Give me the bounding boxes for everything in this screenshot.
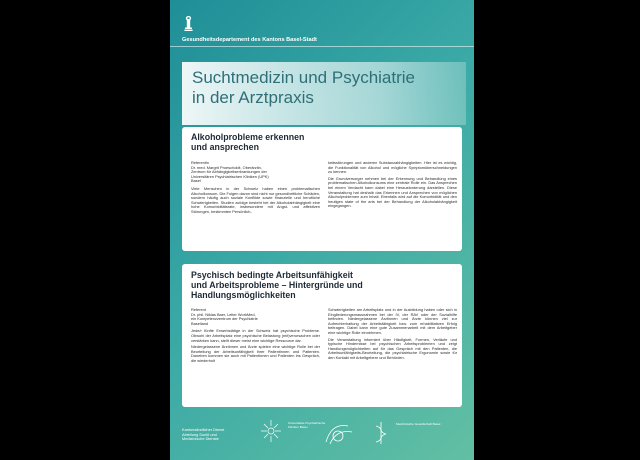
card-column-left	[191, 161, 320, 217]
upk-logo-text: Universitäre Psychiatrische Kliniken Basel	[288, 421, 326, 429]
header-divider	[170, 46, 474, 47]
event-card-alkohol	[182, 127, 462, 251]
poster	[170, 0, 474, 460]
event-card-arbeit	[182, 264, 462, 407]
body-paragraph: Viele Menschen in der Schweiz haben einen problematischen Alkoholkonsum. Die Folgen davon sind nicht nur gesundheitliche Schäden, sondern häufig auch soziale Konflikte sowie finanzielle und berufliche Schwierigkeiten. Studien zufolge besteht bei der Alkoholabhängigkeit eine hohe Komorbiditätsrate, insbesondere mit Angst- und affektiven Störungen, bestimmten Persönlich-	[191, 185, 320, 214]
speaker-name: Dr. med. Margrit Proescholdt, Oberärztin,	[191, 164, 262, 170]
card-title-line: und Arbeitsprobleme – Hintergründe und	[191, 280, 363, 290]
speaker-affiliation: Zentrum für Abhängigkeitserkrankungen der	[191, 169, 267, 175]
title-line-1: Suchtmedizin und Psychiatrie	[192, 68, 416, 87]
speaker-affiliation: Baselland	[191, 320, 209, 326]
card-title	[191, 270, 453, 300]
organizer-line: Abteilung Sucht und	[182, 431, 217, 437]
card-title-line: Handlungsmöglichkeiten	[191, 290, 296, 300]
body-paragraph: Die Veranstaltung informiert über Häufigkeit, Formen, Verläufe und typische Hindernisse bei psychischen Arbeitsproblemen und zeigt Handlungsmöglichkeiten auf für das Gespräch mit den Patienten, die Arbeitsunfähigkeits-Beurteilung, die psychiatrische Ergonomie sowie für den Kontakt mit Arbeitgebern und Behörden.	[328, 336, 457, 360]
department-name: Gesundheitsdepartement des Kantons Basel-Stadt	[182, 37, 317, 43]
card-title-line: und ansprechen	[191, 142, 259, 152]
card-title-line: Psychisch bedingte Arbeitsunfähigkeit	[191, 270, 353, 280]
organizer-line: Medizinische Dienste	[182, 436, 219, 442]
organizer-name	[182, 428, 224, 442]
body-paragraph: Schwierigkeiten am Arbeitsplatz und in der Ausbildung haben oder sich in Eingliederungsmassnahmen bei der IV, der RAV oder der Sozialhilfe befinden. Niedergelassene Ärztinnen und Ärzte können viel zur Aufrechterhaltung der Arbeitsfähigkeit bzw. zum rehabilitativen Erfolg beitragen. Dabei kann eine gute Zusammenarbeit mit dem Arbeitgeber eine wichtige Rolle einnehmen.	[328, 307, 457, 335]
card-title	[191, 132, 453, 152]
title-banner	[182, 62, 466, 125]
card-title-line: Alkoholprobleme erkennen	[191, 132, 305, 142]
poster-title	[192, 68, 462, 108]
speaker-name: Dr. phil. Niklas Baer, Leiter WorkMed,	[191, 311, 256, 317]
speaker-label: Referent	[191, 307, 206, 312]
upk-logo-icon	[258, 418, 284, 448]
body-paragraph: Die Grundversorger nehmen bei der Erkennung und Behandlung eines problematischen Alkoholkonsums eine zentrale Rolle ein. Das Ansprechen bei einem Verdacht kann dabei eine Herausforderung darstellen. Diese Veranstaltung hat deshalb das Erkennen und Ansprechen von möglichen Alkoholproblemen zum Inhalt. Ebenfalls wird auf die Komorbidität und den heutigen state of the arts bei der Behandlung der Alkoholabhängigkeit eingegangen.	[328, 175, 457, 209]
speaker-info	[191, 161, 320, 184]
speaker-affiliation: Universitären Psychiatrischen Kliniken (UPK)	[191, 173, 269, 179]
speaker-affiliation: Basel	[191, 178, 201, 184]
body-paragraph: keitsstörungen und anderen Substanzabhängigkeiten. Hier ist es wichtig, die Funktionalität von Alkohol und mögliche Symptomüberschneidungen zu kennen.	[328, 160, 457, 175]
speaker-info	[191, 308, 320, 326]
card-column-right	[328, 308, 457, 363]
card-column-right	[328, 161, 457, 211]
medical-society-logo-icon	[366, 418, 396, 448]
basel-crest-icon	[182, 15, 195, 32]
card-column-left	[191, 308, 320, 366]
poster-header	[170, 0, 474, 62]
title-line-2: in der Arztpraxis	[192, 88, 314, 107]
organizer-line: Kantonsärztlicher Dienst	[182, 427, 225, 432]
partner-logo-icon	[320, 418, 358, 448]
body-paragraph: Jede/r fünfte Erwerbstätige in der Schweiz hat psychische Probleme. Obwohl der Arbeitsplatz eine psychische Belastung (mit)verursachen oder verstärken kann, stellt dieser meist eine wichtige Ressource dar.	[191, 328, 320, 343]
poster-footer	[170, 410, 474, 460]
medical-society-logo-text: Medizinische Gesellschaft Basel	[396, 422, 441, 426]
speaker-label: Referentin	[191, 160, 209, 165]
body-paragraph: Niedergelassene Ärztinnen und Ärzte spielen eine wichtige Rolle bei der Beurteilung der Arbeitsunfähigkeit ihrer Patientinnen und Patienten. Daneben kommen sie auch mit Patientinnen und Patienten ins Gespräch, die wiederholt	[191, 344, 320, 363]
speaker-affiliation: ein Kompetenzzentrum der Psychiatrie	[191, 316, 258, 322]
